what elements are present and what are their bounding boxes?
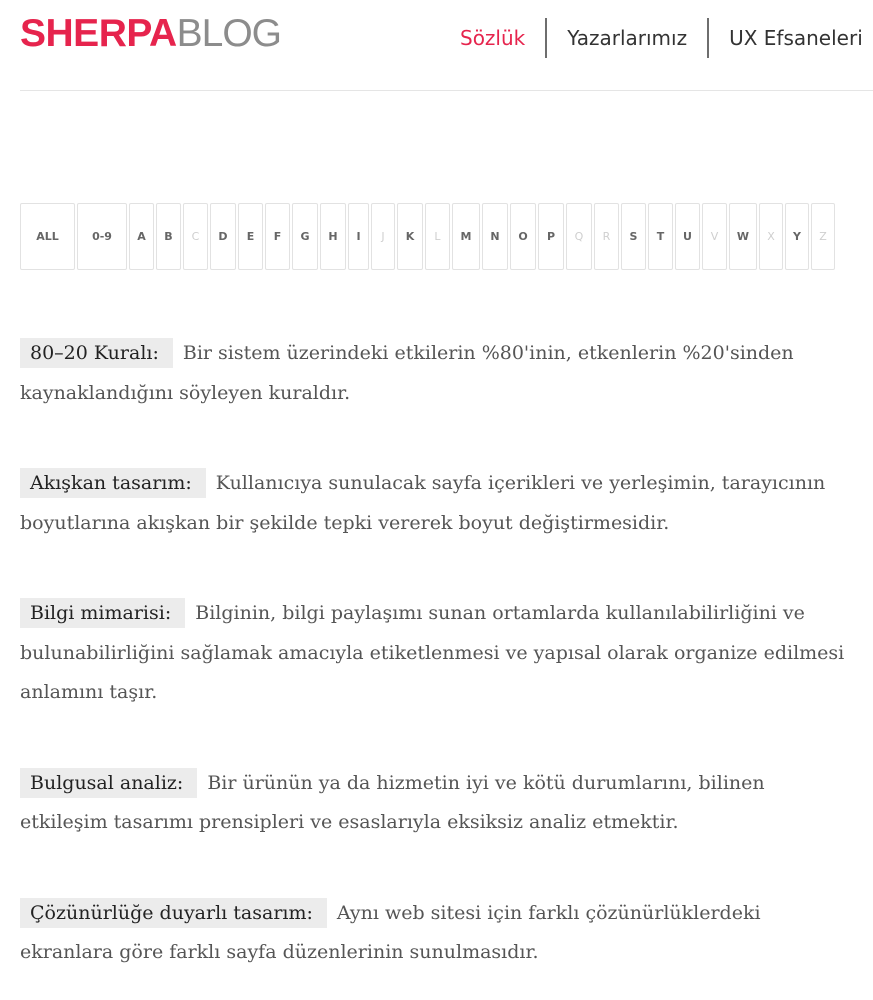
alphabet-filter-w[interactable]: W [729, 203, 757, 270]
nav-link-ux-efsaneleri[interactable]: UX Efsaneleri [729, 26, 863, 50]
alphabet-filter-j: J [371, 203, 395, 270]
alphabet-filter-d[interactable]: D [210, 203, 236, 270]
alphabet-filter-f[interactable]: F [265, 203, 290, 270]
alphabet-filter-z: Z [811, 203, 835, 270]
glossary-entry [20, 594, 850, 713]
alphabet-filter-c: C [183, 203, 208, 270]
alphabet-filter-p[interactable]: P [538, 203, 564, 270]
site-header [0, 0, 873, 92]
logo-sherpa-text: SHERPA [20, 12, 177, 55]
header-divider [20, 90, 873, 91]
glossary-definition: Aynı web sitesi için farklı çözünürlüklerdeki ekranlara göre farklı sayfa düzenlerinin sunulmasıdır. [20, 901, 761, 963]
glossary-definition: Bir sistem üzerindeki etkilerin %80'inin, etkenlerin %20'sinden kaynaklandığını söyleyen kuraldır. [20, 342, 794, 404]
glossary-definition: Kullanıcıya sunulacak sayfa içerikleri ve yerleşimin, tarayıcının boyutlarına akışkan bir şekilde tepki vererek boyut değiştirmesidir. [20, 472, 826, 534]
glossary-definition: Bilginin, bilgi paylaşımı sunan ortamlarda kullanılabilirliğini ve bulunabilirliğini sağlamak amacıyla etiketlenmesi ve yapısal olarak organize edilmesi anlamını taşır. [20, 602, 845, 703]
alphabet-filter-g[interactable]: G [292, 203, 318, 270]
alphabet-filter-n[interactable]: N [482, 203, 508, 270]
alphabet-filter-l: L [425, 203, 450, 270]
alphabet-filter-x: X [759, 203, 783, 270]
glossary-term: Çözünürlüğe duyarlı tasarım: [20, 898, 327, 928]
nav-link-sozluk[interactable]: Sözlük [460, 26, 526, 50]
glossary-term: Akışkan tasarım: [20, 468, 206, 498]
glossary-entry [20, 334, 850, 413]
alphabet-filter-all[interactable]: ALL [20, 203, 75, 270]
alphabet-filter [20, 203, 835, 270]
alphabet-filter-t[interactable]: T [648, 203, 673, 270]
alphabet-filter-h[interactable]: H [320, 203, 346, 270]
alphabet-filter-v: V [702, 203, 727, 270]
alphabet-filter-u[interactable]: U [675, 203, 700, 270]
logo-blog-text: BLOG [176, 12, 282, 55]
alphabet-filter-b[interactable]: B [156, 203, 181, 270]
alphabet-filter-y[interactable]: Y [785, 203, 809, 270]
glossary-term: 80–20 Kuralı: [20, 338, 173, 368]
glossary-list [20, 334, 850, 1000]
alphabet-filter-m[interactable]: M [452, 203, 480, 270]
alphabet-filter-r: R [594, 203, 619, 270]
alphabet-filter-q: Q [566, 203, 592, 270]
alphabet-filter-a[interactable]: A [129, 203, 154, 270]
alphabet-filter-e[interactable]: E [238, 203, 263, 270]
alphabet-filter-i[interactable]: I [348, 203, 369, 270]
glossary-entry [20, 764, 850, 843]
alphabet-filter-k[interactable]: K [397, 203, 423, 270]
nav-divider [707, 18, 709, 58]
alphabet-filter-o[interactable]: O [510, 203, 536, 270]
glossary-definition: Bir ürünün ya da hizmetin iyi ve kötü durumlarını, bilinen etkileşim tasarımı prensipleri ve esaslarıyla eksiksiz analiz etmektir. [20, 771, 765, 833]
alphabet-filter-s[interactable]: S [621, 203, 646, 270]
nav-divider [545, 18, 547, 58]
glossary-entry [20, 894, 850, 973]
nav-link-yazarlarimiz[interactable]: Yazarlarımız [567, 26, 688, 50]
glossary-term: Bulgusal analiz: [20, 768, 197, 798]
main-nav [448, 18, 873, 58]
alphabet-filter-0-9[interactable]: 0-9 [77, 203, 127, 270]
glossary-term: Bilgi mimarisi: [20, 598, 185, 628]
glossary-entry [20, 464, 850, 543]
site-logo[interactable] [20, 12, 281, 56]
